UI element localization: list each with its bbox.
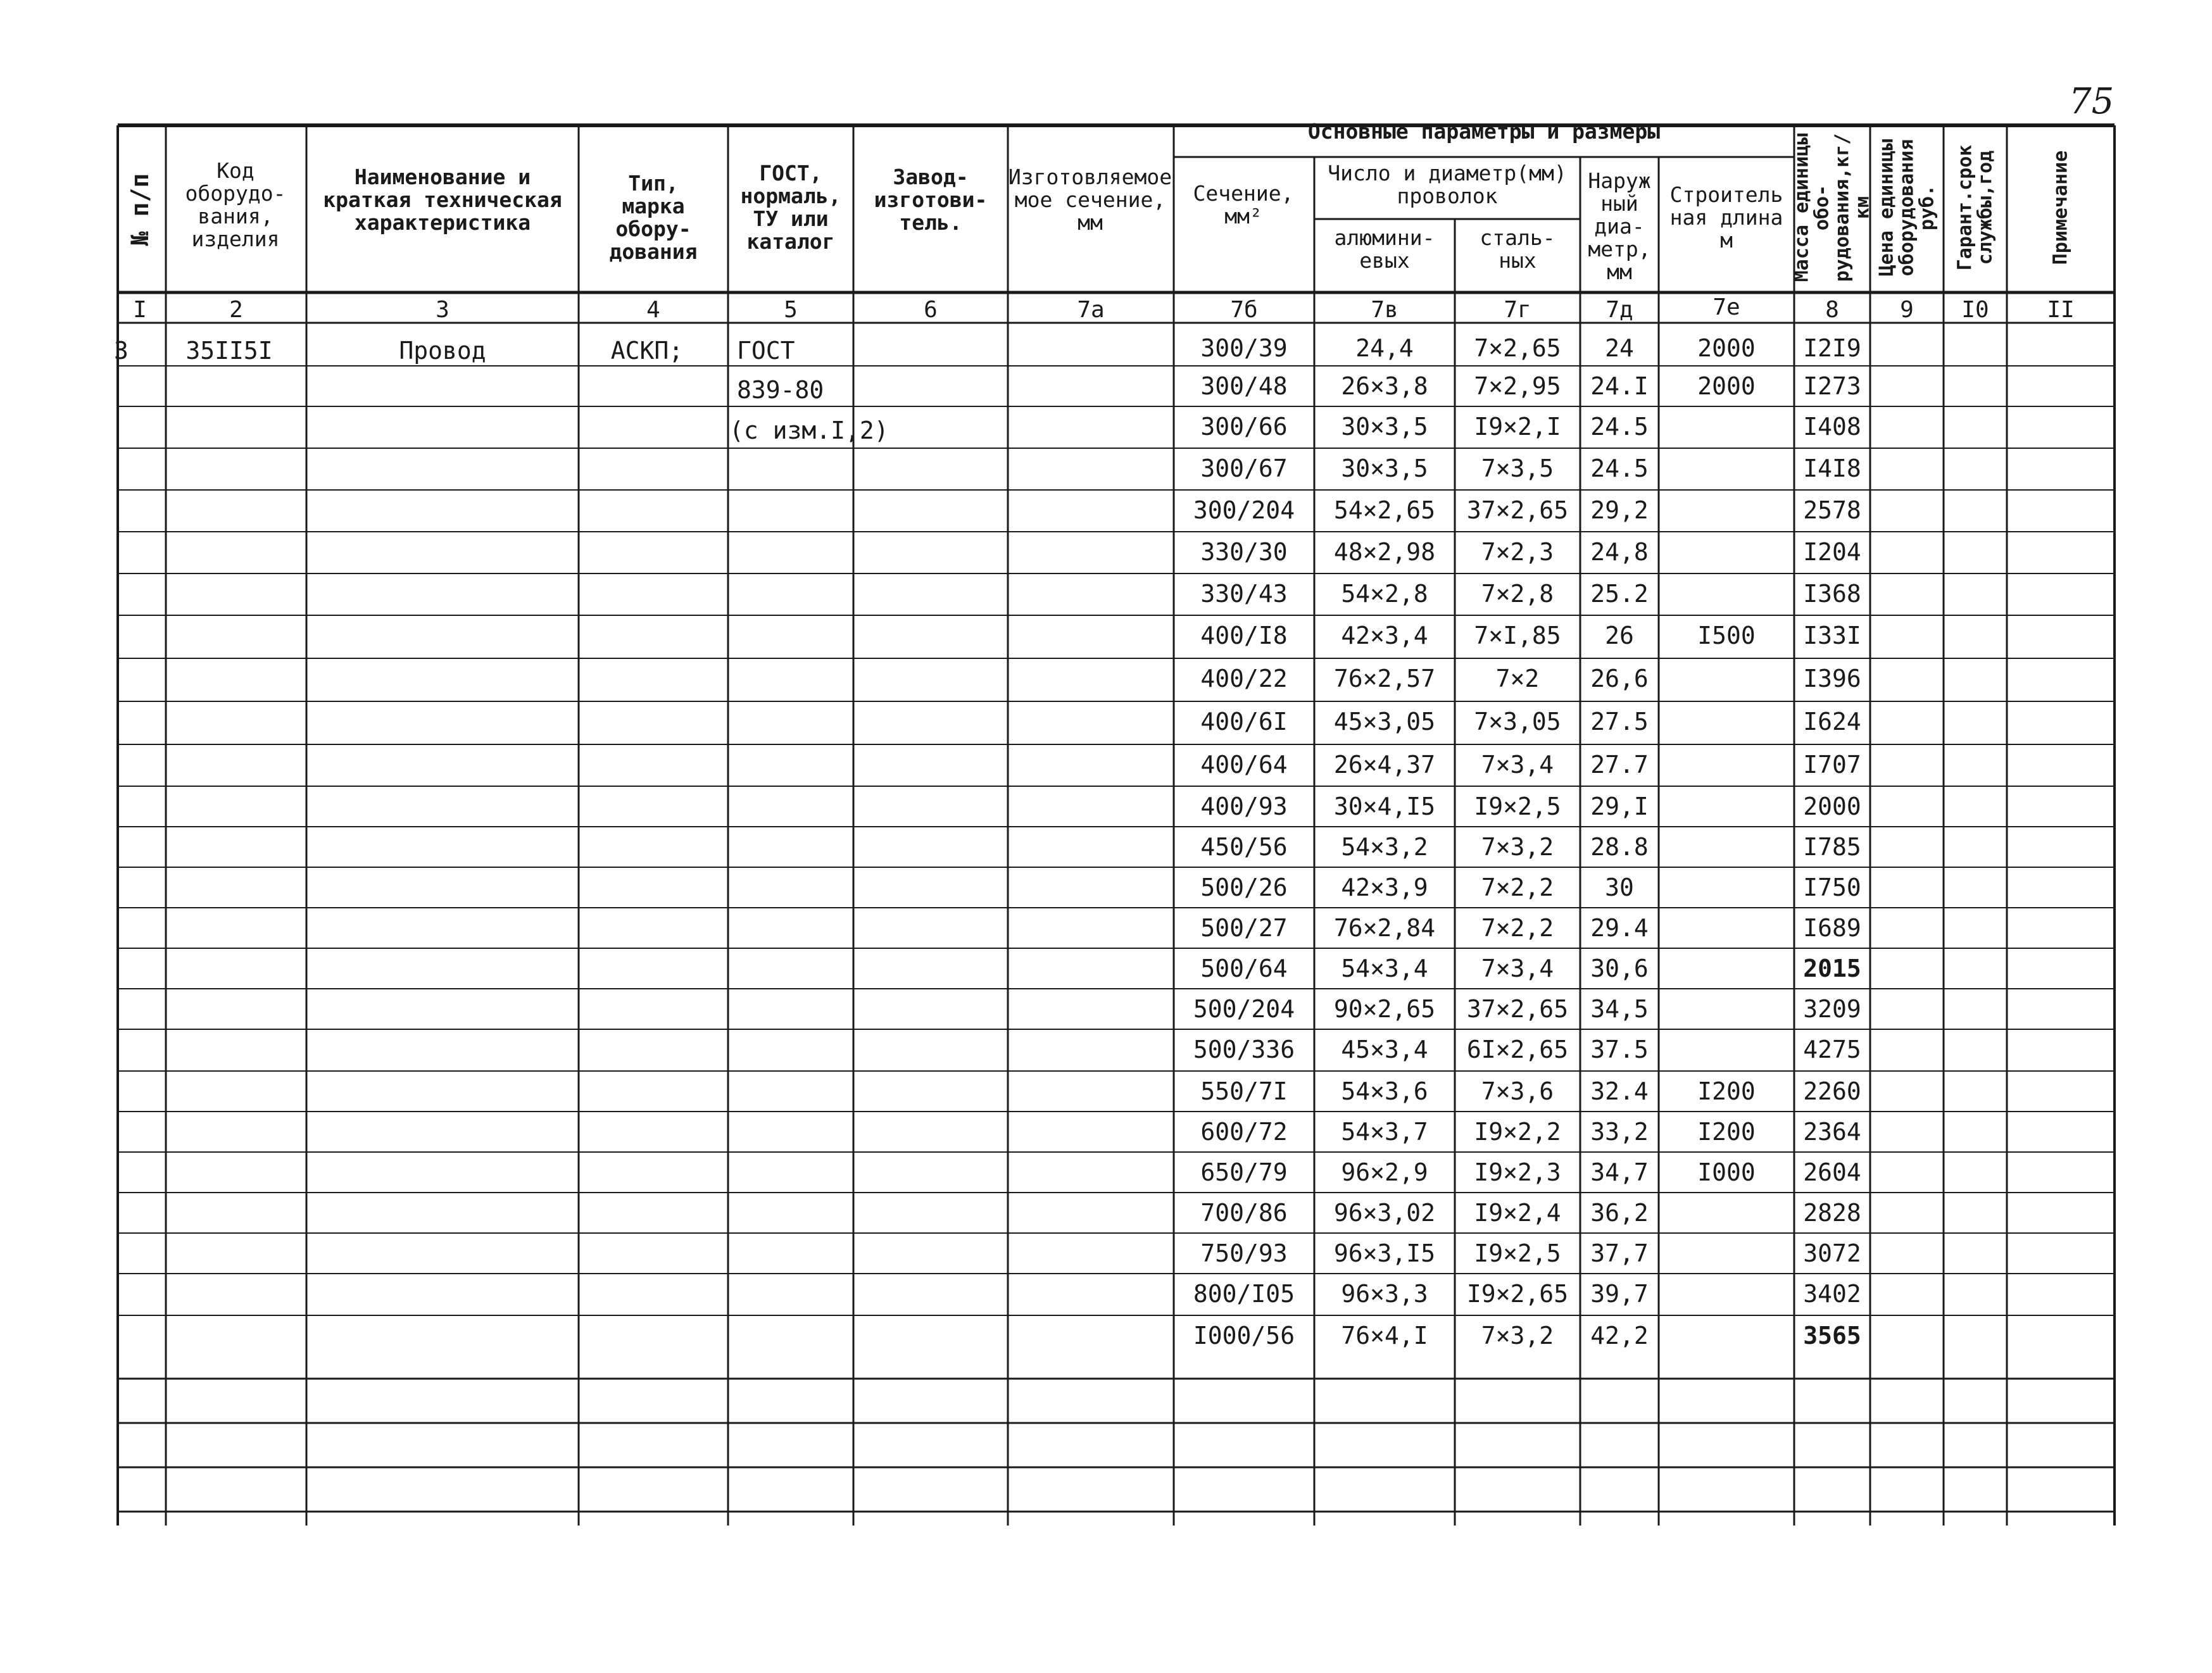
outer-diameter-cell: 24.I [1590, 372, 1649, 400]
colnum-7d: 7д [1606, 297, 1633, 323]
aluminum-wires-cell: 96×3,I5 [1333, 1239, 1436, 1267]
outer-diameter-cell: 36,2 [1590, 1199, 1649, 1227]
colnum-7v: 7в [1371, 297, 1398, 323]
outer-diameter-cell: 33,2 [1590, 1118, 1649, 1146]
aluminum-wires-cell: 96×2,9 [1341, 1158, 1428, 1186]
colnum-9: 9 [1900, 297, 1914, 323]
section-cell: 400/93 [1200, 793, 1288, 820]
steel-wires-cell: 7×2,95 [1474, 372, 1561, 400]
section-cell: 500/204 [1193, 995, 1295, 1023]
outer-diameter-cell: 29,2 [1590, 496, 1649, 524]
mass-cell: I33I [1803, 622, 1861, 649]
mass-cell: 2578 [1803, 496, 1861, 524]
construction-length-cell: I000 [1697, 1158, 1756, 1186]
mass-cell: 3402 [1803, 1280, 1861, 1308]
outer-diameter-cell: 42,2 [1590, 1322, 1649, 1350]
outer-diameter-cell: 24 [1605, 334, 1634, 362]
outer-diameter-cell: 30,6 [1590, 955, 1649, 982]
row-number: 3 [114, 337, 129, 365]
outer-diameter-cell: 25.2 [1590, 580, 1649, 608]
colnum-6: 6 [924, 297, 938, 323]
equipment-code: 35II5I [185, 337, 273, 365]
header-price: Цена единицы оборудования руб. [1875, 139, 1938, 277]
colnum-4: 4 [646, 297, 660, 323]
header-outer-diameter: Наруж ный диа- метр, мм [1588, 168, 1651, 284]
outer-diameter-cell: 27.5 [1590, 708, 1649, 736]
aluminum-wires-cell: 54×3,7 [1341, 1118, 1428, 1146]
colnum-7b: 7б [1230, 297, 1258, 323]
section-cell: 330/30 [1200, 538, 1288, 566]
section-cell: 300/39 [1200, 334, 1288, 362]
header-type: Тип, марка обору- дования [609, 171, 698, 264]
aluminum-wires-cell: 48×2,98 [1333, 538, 1436, 566]
outer-diameter-cell: 26 [1605, 622, 1634, 649]
steel-wires-cell: I9×2,5 [1474, 793, 1561, 820]
aluminum-wires-cell: 30×3,5 [1341, 413, 1428, 441]
header-warranty: Гарант.срок службы,год [1954, 144, 1996, 271]
aluminum-wires-cell: 54×3,2 [1341, 833, 1428, 861]
outer-diameter-cell: 29.4 [1590, 914, 1649, 942]
steel-wires-cell: 7×2 [1495, 665, 1540, 692]
steel-wires-cell: I9×2,65 [1466, 1280, 1569, 1308]
outer-diameter-cell: 34,5 [1590, 995, 1649, 1023]
outer-diameter-cell: 24.5 [1590, 413, 1649, 441]
colnum-7a: 7а [1077, 297, 1105, 323]
aluminum-wires-cell: 30×4,I5 [1333, 793, 1436, 820]
mass-cell: I707 [1803, 751, 1861, 779]
colnum-11: II [2047, 297, 2075, 323]
steel-wires-cell: I9×2,3 [1474, 1158, 1561, 1186]
section-cell: 300/67 [1200, 454, 1288, 482]
mass-cell: I273 [1803, 372, 1861, 400]
colnum-3: 3 [436, 297, 449, 323]
aluminum-wires-cell: 76×2,57 [1333, 665, 1436, 692]
mass-cell: 3072 [1803, 1239, 1861, 1267]
steel-wires-cell: 7×2,2 [1481, 874, 1554, 901]
aluminum-wires-cell: 96×3,02 [1333, 1199, 1436, 1227]
colnum-7g: 7г [1504, 297, 1531, 323]
section-cell: 300/66 [1200, 413, 1288, 441]
equipment-type: АСКП; [610, 337, 684, 365]
mass-cell: I396 [1803, 665, 1861, 692]
mass-cell: 2828 [1803, 1199, 1861, 1227]
steel-wires-cell: 7×3,05 [1474, 708, 1561, 736]
colnum-5: 5 [784, 297, 798, 323]
mass-cell: 3565 [1803, 1322, 1861, 1350]
header-steel: сталь- ных [1480, 225, 1555, 273]
section-cell: 400/6I [1200, 708, 1288, 736]
steel-wires-cell: 7×I,85 [1474, 622, 1561, 649]
aluminum-wires-cell: 76×2,84 [1333, 914, 1436, 942]
aluminum-wires-cell: 42×3,4 [1341, 622, 1428, 649]
construction-length-cell: I200 [1697, 1118, 1756, 1146]
outer-diameter-cell: 37,7 [1590, 1239, 1649, 1267]
page-number: 75 [2069, 81, 2115, 122]
section-cell: 600/72 [1200, 1118, 1288, 1146]
steel-wires-cell: 7×2,65 [1474, 334, 1561, 362]
mass-cell: I4I8 [1803, 454, 1861, 482]
steel-wires-cell: 37×2,65 [1466, 496, 1569, 524]
aluminum-wires-cell: 26×3,8 [1341, 372, 1428, 400]
outer-diameter-cell: 29,I [1590, 793, 1649, 820]
colnum-10: I0 [1961, 297, 1989, 323]
mass-cell: I785 [1803, 833, 1861, 861]
header-manufacturer: Завод- изготови- тель. [874, 165, 988, 235]
outer-diameter-cell: 32.4 [1590, 1077, 1649, 1105]
steel-wires-cell: 7×2,3 [1481, 538, 1554, 566]
section-cell: I000/56 [1193, 1322, 1295, 1350]
mass-cell: I408 [1803, 413, 1861, 441]
header-row-number: № п/п [126, 173, 154, 246]
header-gost: ГОСТ, нормаль, ТУ или каталог [740, 161, 841, 254]
aluminum-wires-cell: 54×2,65 [1333, 496, 1436, 524]
section-cell: 800/I05 [1193, 1280, 1295, 1308]
colnum-8: 8 [1825, 297, 1839, 323]
outer-diameter-cell: 24,8 [1590, 538, 1649, 566]
construction-length-cell: 2000 [1697, 372, 1756, 400]
header-name: Наименование и краткая техническая характеристика [323, 165, 562, 235]
mass-cell: I368 [1803, 580, 1861, 608]
steel-wires-cell: I9×2,I [1474, 413, 1561, 441]
section-cell: 450/56 [1200, 833, 1288, 861]
section-cell: 650/79 [1200, 1158, 1288, 1186]
steel-wires-cell: 7×3,4 [1481, 955, 1554, 982]
mass-cell: I750 [1803, 874, 1861, 901]
mass-cell: I624 [1803, 708, 1861, 736]
aluminum-wires-cell: 30×3,5 [1341, 454, 1428, 482]
steel-wires-cell: I9×2,2 [1474, 1118, 1561, 1146]
header-mass: Масса единицы обо- рудования,кг/км [1790, 133, 1873, 282]
aluminum-wires-cell: 26×4,37 [1333, 751, 1436, 779]
colnum-7e: 7е [1712, 294, 1740, 320]
outer-diameter-cell: 26,6 [1590, 665, 1649, 692]
steel-wires-cell: 37×2,65 [1466, 995, 1569, 1023]
colnum-1: I [133, 297, 147, 323]
outer-diameter-cell: 27.7 [1590, 751, 1649, 779]
section-cell: 500/336 [1193, 1036, 1295, 1063]
mass-cell: 2015 [1803, 955, 1861, 982]
steel-wires-cell: 6I×2,65 [1466, 1036, 1569, 1063]
aluminum-wires-cell: 54×2,8 [1341, 580, 1428, 608]
section-cell: 400/I8 [1200, 622, 1288, 649]
outer-diameter-cell: 28.8 [1590, 833, 1649, 861]
gost-line-2: 839-80 [737, 376, 824, 404]
aluminum-wires-cell: 90×2,65 [1333, 995, 1436, 1023]
section-cell: 330/43 [1200, 580, 1288, 608]
steel-wires-cell: 7×3,4 [1481, 751, 1554, 779]
outer-diameter-cell: 30 [1605, 874, 1634, 901]
header-aluminum: алюмини- евых [1334, 225, 1435, 273]
header-section: Сечение, мм² [1193, 181, 1294, 229]
outer-diameter-cell: 39,7 [1590, 1280, 1649, 1308]
mass-cell: 2000 [1803, 793, 1861, 820]
mass-cell: I2I9 [1803, 334, 1861, 362]
section-cell: 550/7I [1200, 1077, 1288, 1105]
mass-cell: 2364 [1803, 1118, 1861, 1146]
section-cell: 500/27 [1200, 914, 1288, 942]
steel-wires-cell: 7×3,2 [1481, 1322, 1554, 1350]
steel-wires-cell: 7×3,2 [1481, 833, 1554, 861]
section-cell: 750/93 [1200, 1239, 1288, 1267]
aluminum-wires-cell: 54×3,6 [1341, 1077, 1428, 1105]
mass-cell: I689 [1803, 914, 1861, 942]
mass-cell: 2604 [1803, 1158, 1861, 1186]
mass-cell: 3209 [1803, 995, 1861, 1023]
gost-line-3: (с изм.I,2) [729, 417, 889, 444]
aluminum-wires-cell: 45×3,4 [1341, 1036, 1428, 1063]
construction-length-cell: I200 [1697, 1077, 1756, 1105]
outer-diameter-cell: 24.5 [1590, 454, 1649, 482]
mass-cell: I204 [1803, 538, 1861, 566]
outer-diameter-cell: 37.5 [1590, 1036, 1649, 1063]
aluminum-wires-cell: 54×3,4 [1341, 955, 1428, 982]
equipment-name: Провод [399, 337, 486, 365]
section-cell: 300/204 [1193, 496, 1295, 524]
aluminum-wires-cell: 76×4,I [1341, 1322, 1428, 1350]
gost-line-1: ГОСТ [737, 337, 795, 365]
steel-wires-cell: I9×2,5 [1474, 1239, 1561, 1267]
section-cell: 500/64 [1200, 955, 1288, 982]
steel-wires-cell: I9×2,4 [1474, 1199, 1561, 1227]
construction-length-cell: I500 [1697, 622, 1756, 649]
header-construction-length: Строитель ная длина м [1669, 182, 1783, 253]
mass-cell: 2260 [1803, 1077, 1861, 1105]
aluminum-wires-cell: 96×3,3 [1341, 1280, 1428, 1308]
steel-wires-cell: 7×3,6 [1481, 1077, 1554, 1105]
steel-wires-cell: 7×2,8 [1481, 580, 1554, 608]
colnum-2: 2 [229, 297, 243, 323]
aluminum-wires-cell: 24,4 [1355, 334, 1414, 362]
header-wire-count-diameter: Число и диаметр(мм) проволок [1328, 161, 1567, 208]
steel-wires-cell: 7×2,2 [1481, 914, 1554, 942]
header-main-parameters: Основные параметры и размеры [1307, 119, 1661, 144]
section-cell: 500/26 [1200, 874, 1288, 901]
construction-length-cell: 2000 [1697, 334, 1756, 362]
section-cell: 400/22 [1200, 665, 1288, 692]
header-equipment-code: Код оборудо- вания, изделия [185, 158, 286, 251]
aluminum-wires-cell: 45×3,05 [1333, 708, 1436, 736]
mass-cell: 4275 [1803, 1036, 1861, 1063]
outer-diameter-cell: 34,7 [1590, 1158, 1649, 1186]
header-notes: Примечание [2049, 150, 2071, 265]
header-manufactured-section: Изготовляемое мое сечение, мм [1008, 165, 1172, 235]
section-cell: 300/48 [1200, 372, 1288, 400]
aluminum-wires-cell: 42×3,9 [1341, 874, 1428, 901]
section-cell: 400/64 [1200, 751, 1288, 779]
steel-wires-cell: 7×3,5 [1481, 454, 1554, 482]
section-cell: 700/86 [1200, 1199, 1288, 1227]
